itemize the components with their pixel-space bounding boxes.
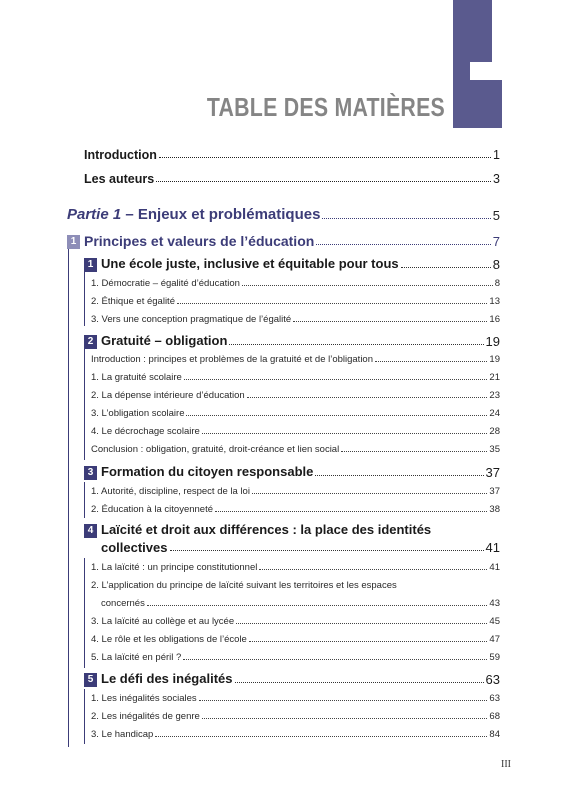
toc-item[interactable] — [91, 278, 500, 289]
toc-entry-page: 37 — [485, 464, 500, 480]
toc-entry-page: 5 — [492, 208, 500, 223]
dot-leader — [156, 180, 491, 182]
toc-item-label: concernés — [101, 598, 145, 609]
section-number-badge: 4 — [84, 524, 97, 538]
section-number-badge: 5 — [84, 673, 97, 687]
toc-item-label: 2. Les inégalités de genre — [91, 711, 200, 722]
toc-item[interactable] — [91, 562, 500, 573]
section-label: Laïcité et droit aux différences : la place des identités — [101, 522, 432, 537]
dot-leader — [401, 266, 491, 268]
toc-item[interactable] — [101, 598, 500, 609]
dot-leader — [202, 717, 488, 719]
toc-part-1[interactable] — [67, 206, 500, 223]
page-number: III — [501, 759, 511, 770]
dot-leader — [247, 396, 488, 398]
toc-item-label: 2. Éthique et égalité — [91, 296, 175, 307]
dot-leader — [215, 510, 487, 512]
page-title: TABLE DES MATIÈRES — [206, 92, 445, 122]
dot-leader — [186, 414, 487, 416]
toc-item[interactable] — [91, 486, 500, 497]
dot-leader — [147, 604, 488, 606]
toc-entry-introduction[interactable] — [84, 148, 500, 162]
dot-leader — [235, 681, 484, 683]
toc-item[interactable] — [91, 634, 500, 645]
toc-item[interactable] — [91, 314, 500, 325]
toc-item-label: 3. Le handicap — [91, 729, 154, 740]
dot-leader — [252, 492, 487, 494]
dot-leader — [242, 284, 493, 286]
toc-entry-page: 19 — [485, 333, 500, 349]
toc-section-4[interactable] — [101, 540, 500, 555]
toc-item[interactable] — [91, 504, 500, 515]
toc-chapter-1[interactable] — [67, 233, 500, 249]
section-guide-line — [84, 271, 85, 326]
toc-item-page: 8 — [494, 278, 500, 289]
part-label: – Enjeux et problématiques — [121, 206, 321, 223]
dot-leader — [199, 699, 488, 701]
toc-item-label: 3. La laïcité au collège et au lycée — [91, 616, 235, 627]
toc-item-page: 13 — [489, 296, 500, 307]
toc-item-page: 63 — [489, 693, 500, 704]
toc-section-1[interactable] — [84, 256, 500, 272]
toc-item-label: 1. Démocratie – égalité d’éducation — [91, 278, 240, 289]
toc-entry-page: 41 — [485, 540, 500, 555]
chapter-number-badge: 1 — [67, 235, 80, 249]
dot-leader — [236, 622, 487, 624]
section-label: Formation du citoyen responsable — [101, 464, 314, 479]
toc-item-page: 38 — [489, 504, 500, 515]
toc-item[interactable] — [91, 444, 500, 455]
dot-leader — [293, 320, 487, 322]
section-guide-line — [84, 558, 85, 668]
dot-leader — [170, 549, 484, 551]
toc-item[interactable] — [91, 693, 500, 704]
toc-item[interactable] — [91, 390, 500, 401]
toc-item-page: 24 — [489, 408, 500, 419]
toc-item-page: 68 — [489, 711, 500, 722]
toc-item-page: 28 — [489, 426, 500, 437]
section-number-badge: 1 — [84, 258, 97, 272]
toc-item[interactable] — [91, 652, 500, 663]
toc-entry-page: 7 — [492, 234, 500, 250]
toc-item-label: 1. La laïcité : un principe constitutionnel — [91, 562, 258, 573]
toc-item-page: 47 — [489, 634, 500, 645]
section-guide-line — [84, 348, 85, 460]
toc-section-5[interactable] — [84, 671, 500, 687]
toc-item-label: 3. Vers une conception pragmatique de l’égalité — [91, 314, 292, 325]
toc-entry-page: 3 — [493, 172, 500, 186]
section-number-badge: 2 — [84, 335, 97, 349]
dot-leader — [159, 156, 491, 158]
chapter-guide-line — [68, 249, 69, 747]
toc-item[interactable] — [91, 408, 500, 419]
toc-section-4-line1[interactable] — [84, 522, 431, 538]
toc-item[interactable] — [91, 426, 500, 437]
section-number-badge: 3 — [84, 466, 97, 480]
toc-item-page: 19 — [489, 354, 500, 365]
dot-leader — [375, 360, 487, 362]
toc-section-2[interactable] — [84, 333, 500, 349]
dot-leader — [322, 217, 490, 219]
section-label: Gratuité – obligation — [101, 333, 228, 348]
toc-section-3[interactable] — [84, 464, 500, 480]
toc-item-label: 3. L’obligation scolaire — [91, 408, 185, 419]
section-guide-line — [84, 689, 85, 744]
toc-entry-label: Les auteurs — [84, 172, 155, 186]
dot-leader — [184, 378, 488, 380]
dot-leader — [202, 432, 488, 434]
toc-entry-page: 8 — [492, 256, 500, 272]
toc-item-page: 23 — [489, 390, 500, 401]
toc-item-page: 21 — [489, 372, 500, 383]
toc-item[interactable] — [91, 616, 500, 627]
dot-leader — [315, 474, 483, 476]
toc-item-label: 4. Le décrochage scolaire — [91, 426, 200, 437]
toc-item-label: 4. Le rôle et les obligations de l’école — [91, 634, 247, 645]
dot-leader — [177, 302, 487, 304]
dot-leader — [229, 343, 483, 345]
toc-item-label: 2. Éducation à la citoyenneté — [91, 504, 214, 515]
toc-item-label: 2. La dépense intérieure d’éducation — [91, 390, 245, 401]
toc-entry-authors[interactable] — [84, 172, 500, 186]
chapter-label: Principes et valeurs de l’éducation — [84, 233, 315, 249]
toc-entry-label: Introduction — [84, 148, 157, 162]
dot-leader — [183, 658, 487, 660]
toc-item-label: 1. La gratuité scolaire — [91, 372, 182, 383]
dot-leader — [155, 735, 487, 737]
toc-item-label: 5. La laïcité en péril ? — [91, 652, 182, 663]
part-title — [67, 206, 320, 223]
toc-item-label: 1. Les inégalités sociales — [91, 693, 197, 704]
toc-item[interactable] — [91, 372, 500, 383]
section-label-continued: collectives — [101, 540, 168, 555]
toc-item-label: 1. Autorité, discipline, respect de la loi — [91, 486, 250, 497]
toc-item-line1[interactable]: 2. L’application du principe de laïcité suivant les territoires et les espaces — [91, 580, 397, 591]
toc-entry-page: 63 — [485, 671, 500, 687]
toc-item-page: 35 — [489, 444, 500, 455]
toc-item-page: 37 — [489, 486, 500, 497]
dot-leader — [249, 640, 488, 642]
toc-item-page: 84 — [489, 729, 500, 740]
toc-item[interactable] — [91, 729, 500, 740]
toc-item-page: 43 — [489, 598, 500, 609]
dot-leader — [259, 568, 487, 570]
dot-leader — [316, 243, 490, 245]
toc-item-label: Conclusion : obligation, gratuité, droit-créance et lien social — [91, 444, 340, 455]
toc-item-page: 45 — [489, 616, 500, 627]
toc-entry-page: 1 — [493, 148, 500, 162]
toc-item-page: 59 — [489, 652, 500, 663]
section-guide-line — [84, 482, 85, 518]
section-label: Une école juste, inclusive et équitable pour tous — [101, 256, 399, 271]
toc-item-page: 16 — [489, 314, 500, 325]
section-label: Le défi des inégalités — [101, 671, 233, 686]
toc-item[interactable] — [91, 711, 500, 722]
toc-item-page: 41 — [489, 562, 500, 573]
dot-leader — [341, 450, 487, 452]
toc-item[interactable] — [91, 296, 500, 307]
toc-item-label: Introduction : principes et problèmes de la gratuité et de l’obligation — [91, 354, 374, 365]
toc-item[interactable] — [91, 354, 500, 365]
part-number: Partie 1 — [67, 206, 122, 223]
